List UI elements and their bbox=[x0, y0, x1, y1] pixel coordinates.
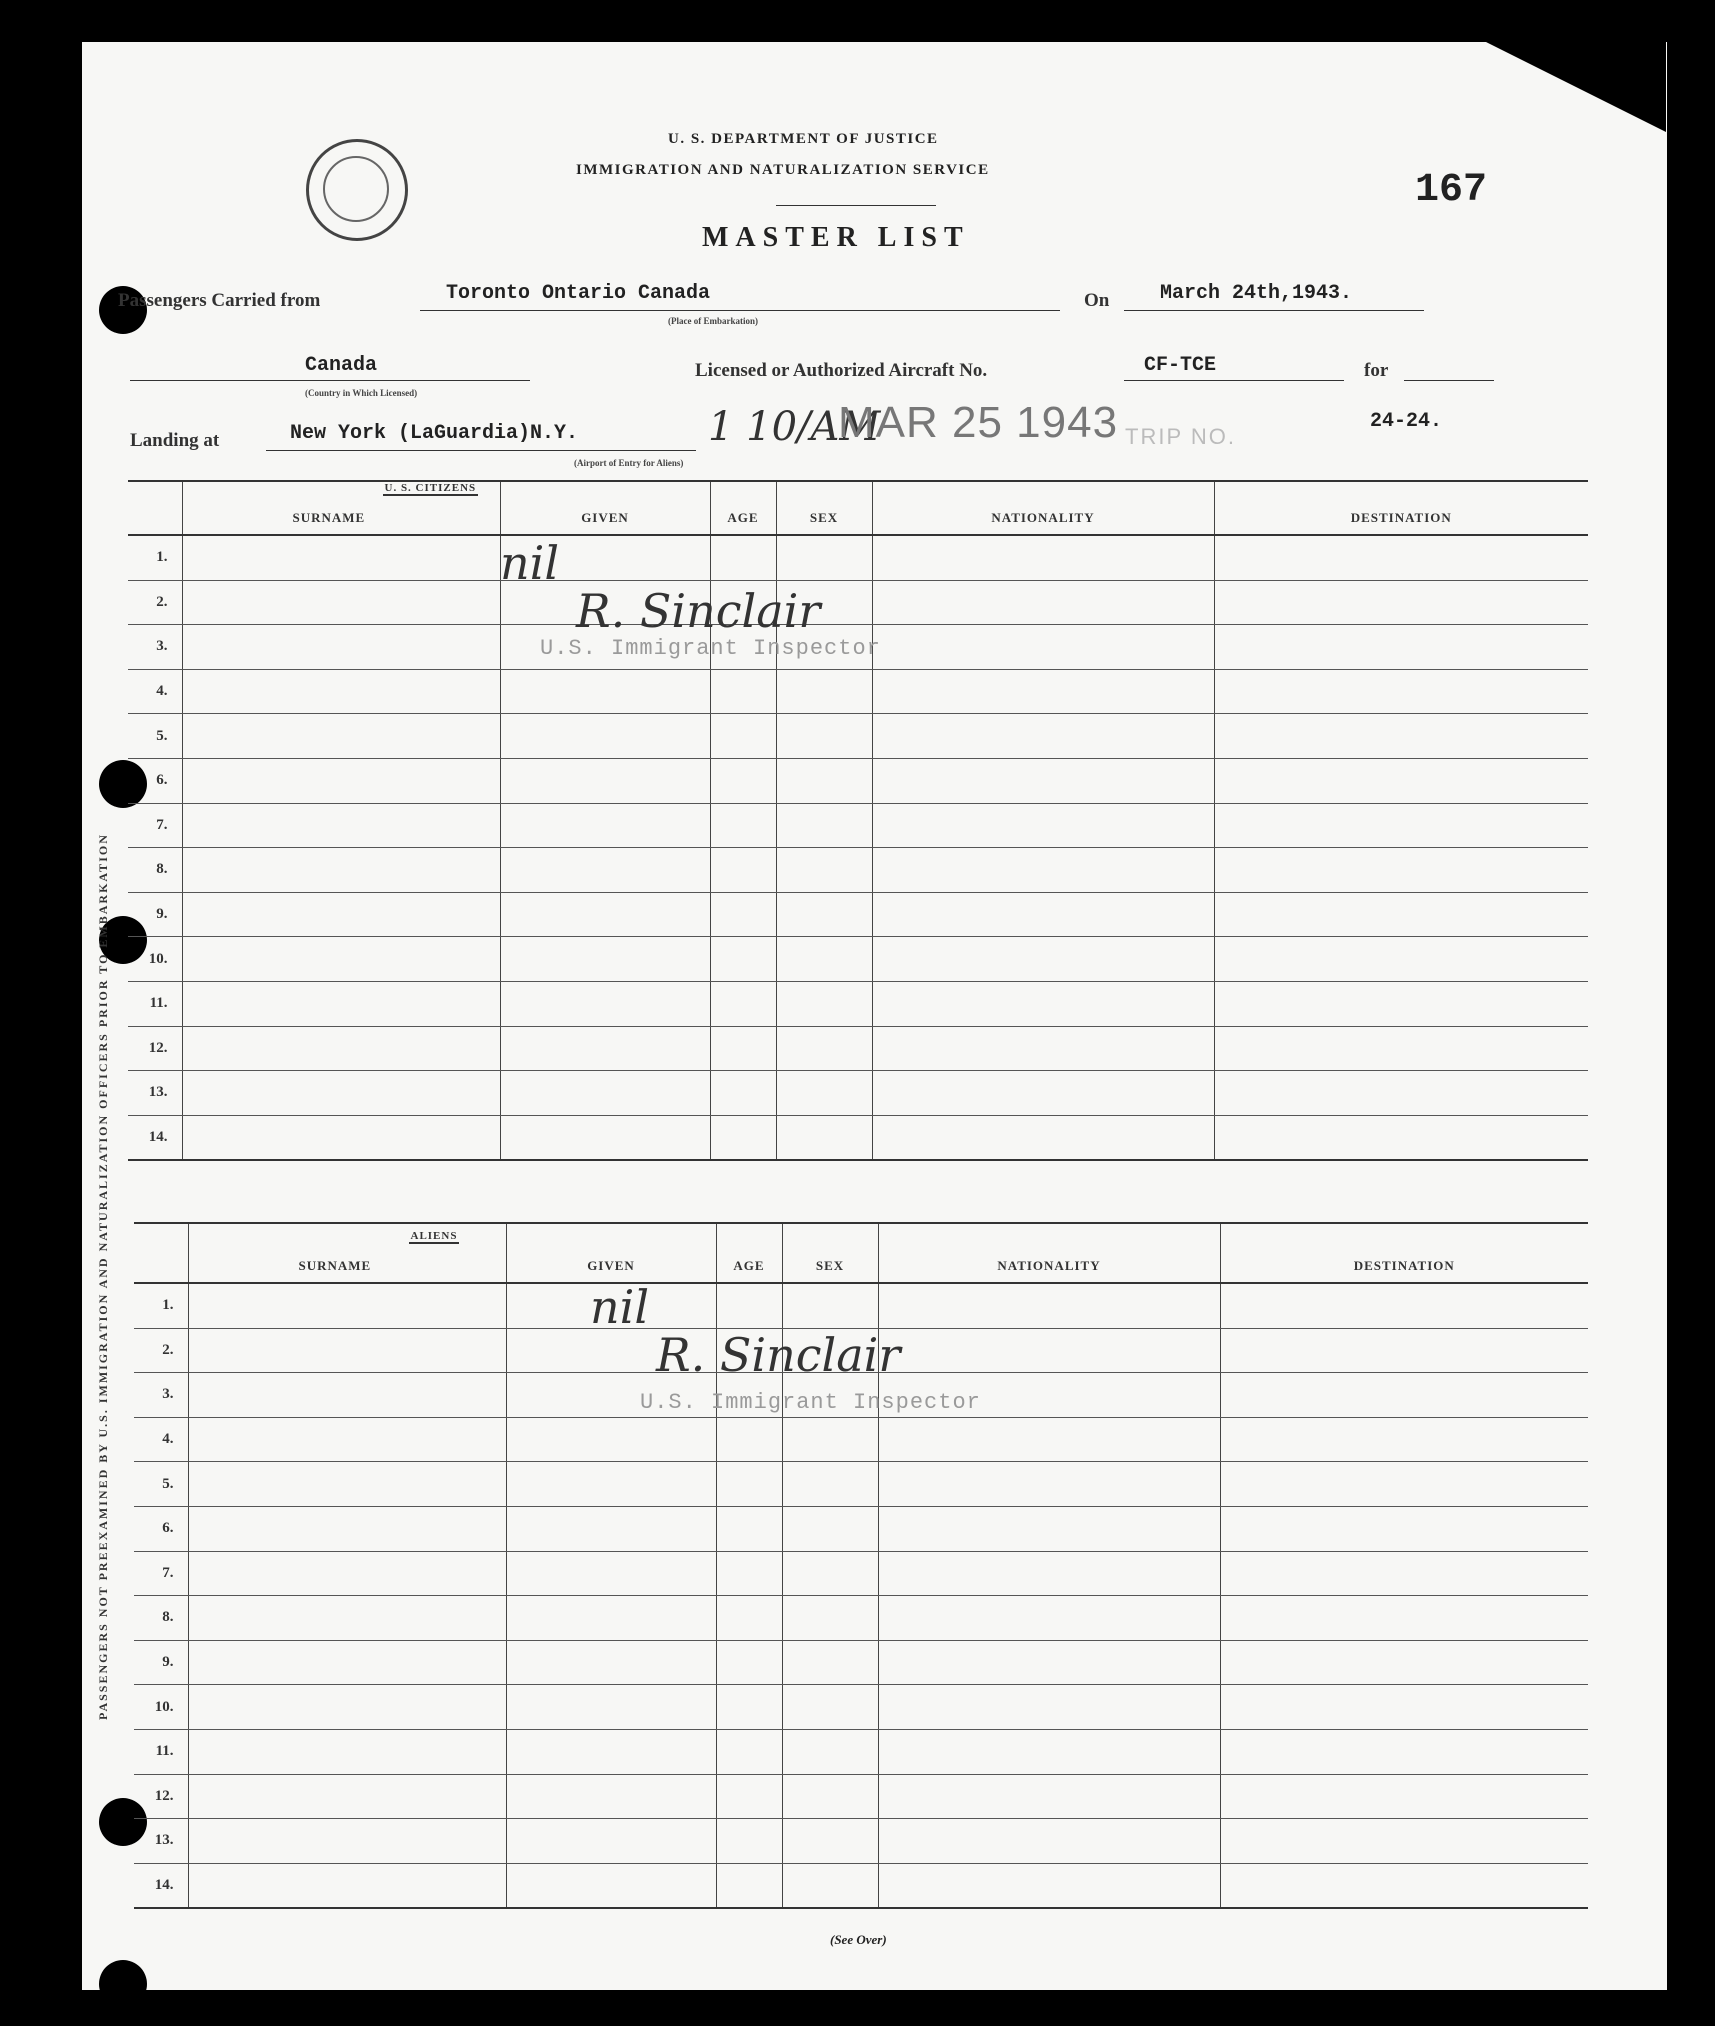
destination-cell bbox=[1214, 625, 1588, 670]
country-rule bbox=[130, 380, 530, 381]
sex-cell bbox=[782, 1283, 878, 1328]
given-cell bbox=[500, 714, 710, 759]
sex-cell bbox=[782, 1417, 878, 1462]
row-number: 9. bbox=[128, 892, 182, 937]
nationality-cell bbox=[872, 758, 1214, 803]
sex-cell bbox=[782, 1596, 878, 1641]
row-number: 11. bbox=[128, 981, 182, 1026]
sex-cell bbox=[776, 1115, 872, 1160]
table-row bbox=[134, 1417, 1588, 1462]
destination-cell bbox=[1214, 758, 1588, 803]
destination-cell bbox=[1220, 1551, 1588, 1596]
sex-cell bbox=[776, 981, 872, 1026]
handwritten-time: 1 10/AM bbox=[708, 404, 881, 450]
row-number: 3. bbox=[128, 625, 182, 670]
table-row bbox=[134, 1640, 1588, 1685]
nationality-cell bbox=[872, 1115, 1214, 1160]
row-number: 12. bbox=[128, 1026, 182, 1071]
table-row bbox=[134, 1774, 1588, 1819]
table-row bbox=[128, 1115, 1588, 1160]
nationality-cell bbox=[878, 1729, 1220, 1774]
nationality-cell bbox=[872, 669, 1214, 714]
sex-cell bbox=[782, 1685, 878, 1730]
given-cell bbox=[500, 981, 710, 1026]
destination-cell bbox=[1214, 803, 1588, 848]
row-number: 7. bbox=[134, 1551, 188, 1596]
nationality-cell bbox=[872, 1071, 1214, 1116]
aliens-inspector-signature: R. Sinclair bbox=[656, 1328, 901, 1382]
age-cell bbox=[716, 1640, 782, 1685]
surname-header-text: SURNAME bbox=[298, 1258, 372, 1273]
surname-cell bbox=[182, 803, 500, 848]
nationality-cell bbox=[878, 1283, 1220, 1328]
aliens-nil-entry: nil bbox=[590, 1280, 650, 1334]
age-cell bbox=[710, 1026, 776, 1071]
given-cell bbox=[506, 1819, 716, 1864]
given-cell bbox=[500, 1026, 710, 1071]
service-name: IMMIGRATION AND NATURALIZATION SERVICE bbox=[576, 162, 990, 178]
nationality-cell bbox=[878, 1551, 1220, 1596]
sex-cell bbox=[776, 714, 872, 759]
age-cell bbox=[716, 1729, 782, 1774]
age-header: AGE bbox=[710, 481, 776, 535]
surname-cell bbox=[182, 848, 500, 893]
aircraft-label: Licensed or Authorized Aircraft No. bbox=[695, 360, 988, 381]
surname-cell bbox=[182, 1071, 500, 1116]
landing-rule bbox=[266, 450, 696, 451]
sex-cell bbox=[776, 848, 872, 893]
destination-cell bbox=[1214, 981, 1588, 1026]
age-cell bbox=[716, 1685, 782, 1730]
surname-cell bbox=[188, 1774, 506, 1819]
destination-cell bbox=[1220, 1685, 1588, 1730]
age-cell bbox=[716, 1819, 782, 1864]
nationality-cell bbox=[878, 1506, 1220, 1551]
destination-cell bbox=[1214, 669, 1588, 714]
surname-cell bbox=[188, 1729, 506, 1774]
table-row bbox=[134, 1596, 1588, 1641]
sex-cell bbox=[782, 1551, 878, 1596]
destination-cell bbox=[1220, 1640, 1588, 1685]
destination-cell bbox=[1220, 1283, 1588, 1328]
age-header: AGE bbox=[716, 1223, 782, 1283]
landing-label: Landing at bbox=[130, 430, 220, 451]
row-number: 2. bbox=[134, 1328, 188, 1373]
destination-cell bbox=[1214, 1115, 1588, 1160]
aliens-table bbox=[134, 1222, 1588, 1909]
row-number: 4. bbox=[128, 669, 182, 714]
nationality-cell bbox=[878, 1685, 1220, 1730]
nationality-cell bbox=[878, 1417, 1220, 1462]
table-row bbox=[128, 848, 1588, 893]
destination-cell bbox=[1220, 1417, 1588, 1462]
destination-cell bbox=[1220, 1774, 1588, 1819]
table-row bbox=[128, 580, 1588, 625]
destination-header: DESTINATION bbox=[1220, 1223, 1588, 1283]
surname-cell bbox=[188, 1819, 506, 1864]
given-cell bbox=[506, 1729, 716, 1774]
citizens-group-label: U. S. CITIZENS bbox=[384, 482, 477, 494]
nationality-cell bbox=[872, 714, 1214, 759]
age-cell bbox=[710, 892, 776, 937]
trip-label: TRIP NO. bbox=[1125, 424, 1236, 449]
citizens-nil-entry: nil bbox=[500, 536, 560, 590]
sex-header: SEX bbox=[776, 481, 872, 535]
aircraft-rule bbox=[1124, 380, 1344, 381]
table-row bbox=[134, 1863, 1588, 1908]
row-number: 7. bbox=[128, 803, 182, 848]
surname-cell bbox=[188, 1283, 506, 1328]
row-number: 13. bbox=[128, 1071, 182, 1116]
age-cell bbox=[710, 758, 776, 803]
row-number: 1. bbox=[128, 535, 182, 580]
surname-header bbox=[188, 1223, 506, 1283]
sex-cell bbox=[776, 758, 872, 803]
date-rule bbox=[1124, 310, 1424, 311]
surname-cell bbox=[182, 1115, 500, 1160]
table-row bbox=[134, 1729, 1588, 1774]
row-number-header bbox=[134, 1223, 188, 1283]
table-row bbox=[128, 1071, 1588, 1116]
age-cell bbox=[710, 669, 776, 714]
table-row bbox=[134, 1462, 1588, 1507]
nationality-cell bbox=[878, 1819, 1220, 1864]
given-header: GIVEN bbox=[506, 1223, 716, 1283]
place-caption: (Place of Embarkation) bbox=[668, 316, 758, 326]
sex-cell bbox=[782, 1640, 878, 1685]
page-title: MASTER LIST bbox=[702, 222, 970, 253]
row-number: 4. bbox=[134, 1417, 188, 1462]
row-number: 1. bbox=[134, 1283, 188, 1328]
surname-cell bbox=[188, 1596, 506, 1641]
sex-cell bbox=[776, 803, 872, 848]
nationality-header: NATIONALITY bbox=[878, 1223, 1220, 1283]
citizens-table bbox=[128, 480, 1588, 1161]
row-number: 10. bbox=[134, 1685, 188, 1730]
nationality-cell bbox=[872, 580, 1214, 625]
destination-cell bbox=[1220, 1373, 1588, 1418]
header-rule bbox=[776, 205, 936, 206]
surname-cell bbox=[182, 625, 500, 670]
country-value: Canada bbox=[305, 354, 378, 377]
given-cell bbox=[506, 1640, 716, 1685]
table-row bbox=[134, 1685, 1588, 1730]
given-cell bbox=[506, 1462, 716, 1507]
destination-cell bbox=[1214, 714, 1588, 759]
destination-cell bbox=[1220, 1863, 1588, 1908]
table-row bbox=[128, 892, 1588, 937]
surname-cell bbox=[182, 892, 500, 937]
surname-cell bbox=[188, 1863, 506, 1908]
age-cell bbox=[710, 535, 776, 580]
row-number: 6. bbox=[128, 758, 182, 803]
destination-cell bbox=[1220, 1596, 1588, 1641]
on-label: On bbox=[1084, 290, 1110, 311]
surname-cell bbox=[188, 1506, 506, 1551]
carried-from-value: Toronto Ontario Canada bbox=[446, 282, 711, 305]
row-number: 11. bbox=[134, 1729, 188, 1774]
given-cell bbox=[506, 1774, 716, 1819]
date-value: March 24th,1943. bbox=[1160, 282, 1353, 305]
given-cell bbox=[500, 892, 710, 937]
table-row bbox=[134, 1551, 1588, 1596]
age-cell bbox=[710, 848, 776, 893]
punch-hole bbox=[99, 1960, 147, 2008]
arrival-date-stamp: MAR 25 1943 bbox=[838, 398, 1119, 447]
surname-cell bbox=[188, 1417, 506, 1462]
surname-cell bbox=[182, 669, 500, 714]
trip-value: 24-24. bbox=[1370, 410, 1443, 433]
sex-header: SEX bbox=[782, 1223, 878, 1283]
nationality-cell bbox=[872, 937, 1214, 982]
sex-cell bbox=[782, 1462, 878, 1507]
given-header: GIVEN bbox=[500, 481, 710, 535]
row-number: 6. bbox=[134, 1506, 188, 1551]
destination-cell bbox=[1214, 535, 1588, 580]
aircraft-value: CF-TCE bbox=[1144, 354, 1217, 377]
surname-cell bbox=[188, 1640, 506, 1685]
nationality-cell bbox=[878, 1863, 1220, 1908]
given-cell bbox=[500, 803, 710, 848]
nationality-cell bbox=[878, 1596, 1220, 1641]
destination-cell bbox=[1220, 1462, 1588, 1507]
row-number: 5. bbox=[128, 714, 182, 759]
citizens-inspector-title: U.S. Immigrant Inspector bbox=[540, 636, 881, 661]
row-number: 14. bbox=[134, 1863, 188, 1908]
table-row bbox=[134, 1819, 1588, 1864]
destination-cell bbox=[1214, 892, 1588, 937]
row-number: 8. bbox=[128, 848, 182, 893]
nationality-header: NATIONALITY bbox=[872, 481, 1214, 535]
surname-cell bbox=[182, 1026, 500, 1071]
destination-cell bbox=[1214, 937, 1588, 982]
surname-header bbox=[182, 481, 500, 535]
surname-cell bbox=[188, 1551, 506, 1596]
nationality-cell bbox=[878, 1328, 1220, 1373]
nationality-cell bbox=[872, 981, 1214, 1026]
surname-cell bbox=[182, 580, 500, 625]
age-cell bbox=[716, 1774, 782, 1819]
table-row bbox=[128, 981, 1588, 1026]
sex-cell bbox=[776, 535, 872, 580]
destination-cell bbox=[1214, 848, 1588, 893]
surname-header-text: SURNAME bbox=[292, 510, 366, 525]
sex-cell bbox=[782, 1774, 878, 1819]
age-cell bbox=[716, 1283, 782, 1328]
row-number-header bbox=[128, 481, 182, 535]
surname-cell bbox=[182, 535, 500, 580]
age-cell bbox=[716, 1596, 782, 1641]
carried-from-label: Passengers Carried from bbox=[118, 290, 321, 311]
surname-cell bbox=[182, 937, 500, 982]
table-row bbox=[128, 937, 1588, 982]
destination-cell bbox=[1220, 1729, 1588, 1774]
surname-cell bbox=[188, 1373, 506, 1418]
sex-cell bbox=[776, 1071, 872, 1116]
table-row bbox=[128, 803, 1588, 848]
surname-cell bbox=[188, 1685, 506, 1730]
folded-corner bbox=[1486, 42, 1666, 132]
aliens-group-label: ALIENS bbox=[410, 1230, 458, 1242]
destination-cell bbox=[1220, 1819, 1588, 1864]
landing-value: New York (LaGuardia)N.Y. bbox=[290, 422, 579, 445]
age-cell bbox=[716, 1551, 782, 1596]
sex-cell bbox=[782, 1729, 878, 1774]
department-name: U. S. DEPARTMENT OF JUSTICE bbox=[668, 131, 939, 147]
nationality-cell bbox=[872, 848, 1214, 893]
given-cell bbox=[500, 1071, 710, 1116]
nationality-cell bbox=[878, 1640, 1220, 1685]
nationality-cell bbox=[878, 1462, 1220, 1507]
age-cell bbox=[716, 1417, 782, 1462]
table-row bbox=[134, 1283, 1588, 1328]
side-note: PASSENGERS NOT PREEXAMINED BY U.S. IMMIGRATION AND NATURALIZATION OFFICERS PRIOR TO EMBARKATION bbox=[96, 833, 110, 1720]
table-row bbox=[128, 714, 1588, 759]
row-number: 10. bbox=[128, 937, 182, 982]
page-number: 167 bbox=[1415, 168, 1488, 213]
nationality-cell bbox=[872, 1026, 1214, 1071]
aliens-inspector-title: U.S. Immigrant Inspector bbox=[640, 1390, 981, 1415]
given-cell bbox=[500, 758, 710, 803]
sex-cell bbox=[782, 1863, 878, 1908]
given-cell bbox=[506, 1596, 716, 1641]
surname-cell bbox=[188, 1462, 506, 1507]
surname-cell bbox=[182, 714, 500, 759]
given-cell bbox=[500, 848, 710, 893]
destination-cell bbox=[1214, 1026, 1588, 1071]
row-number: 5. bbox=[134, 1462, 188, 1507]
destination-cell bbox=[1220, 1328, 1588, 1373]
surname-cell bbox=[182, 758, 500, 803]
age-cell bbox=[710, 937, 776, 982]
destination-cell bbox=[1214, 1071, 1588, 1116]
nationality-cell bbox=[872, 803, 1214, 848]
row-number: 2. bbox=[128, 580, 182, 625]
table-row bbox=[128, 669, 1588, 714]
see-over-note: (See Over) bbox=[830, 1932, 887, 1947]
row-number: 3. bbox=[134, 1373, 188, 1418]
table-row bbox=[128, 758, 1588, 803]
airport-caption: (Airport of Entry for Aliens) bbox=[574, 458, 684, 468]
surname-cell bbox=[182, 981, 500, 1026]
given-cell bbox=[500, 937, 710, 982]
carried-from-rule bbox=[420, 310, 1060, 311]
nationality-cell bbox=[878, 1774, 1220, 1819]
sex-cell bbox=[776, 1026, 872, 1071]
age-cell bbox=[710, 1115, 776, 1160]
table-row bbox=[134, 1506, 1588, 1551]
sex-cell bbox=[776, 892, 872, 937]
destination-cell bbox=[1220, 1506, 1588, 1551]
department-seal-icon bbox=[306, 139, 408, 241]
age-cell bbox=[710, 1071, 776, 1116]
age-cell bbox=[710, 714, 776, 759]
given-cell bbox=[506, 1551, 716, 1596]
age-cell bbox=[716, 1506, 782, 1551]
row-number: 14. bbox=[128, 1115, 182, 1160]
nationality-cell bbox=[872, 625, 1214, 670]
row-number: 8. bbox=[134, 1596, 188, 1641]
surname-cell bbox=[188, 1328, 506, 1373]
nationality-cell bbox=[872, 535, 1214, 580]
age-cell bbox=[716, 1863, 782, 1908]
for-label: for bbox=[1364, 360, 1389, 381]
row-number: 12. bbox=[134, 1774, 188, 1819]
nationality-cell bbox=[872, 892, 1214, 937]
table-row bbox=[128, 535, 1588, 580]
given-cell bbox=[506, 1506, 716, 1551]
age-cell bbox=[710, 981, 776, 1026]
row-number: 9. bbox=[134, 1640, 188, 1685]
given-cell bbox=[500, 669, 710, 714]
citizens-inspector-signature: R. Sinclair bbox=[576, 584, 821, 638]
age-cell bbox=[716, 1462, 782, 1507]
age-cell bbox=[710, 803, 776, 848]
table-row bbox=[128, 1026, 1588, 1071]
given-cell bbox=[506, 1863, 716, 1908]
row-number: 13. bbox=[134, 1819, 188, 1864]
given-cell bbox=[506, 1685, 716, 1730]
sex-cell bbox=[776, 669, 872, 714]
given-cell bbox=[500, 1115, 710, 1160]
country-caption: (Country in Which Licensed) bbox=[305, 388, 418, 398]
sex-cell bbox=[782, 1506, 878, 1551]
destination-header: DESTINATION bbox=[1214, 481, 1588, 535]
destination-cell bbox=[1214, 580, 1588, 625]
sex-cell bbox=[782, 1819, 878, 1864]
for-rule bbox=[1404, 380, 1494, 381]
sex-cell bbox=[776, 937, 872, 982]
given-cell bbox=[506, 1417, 716, 1462]
